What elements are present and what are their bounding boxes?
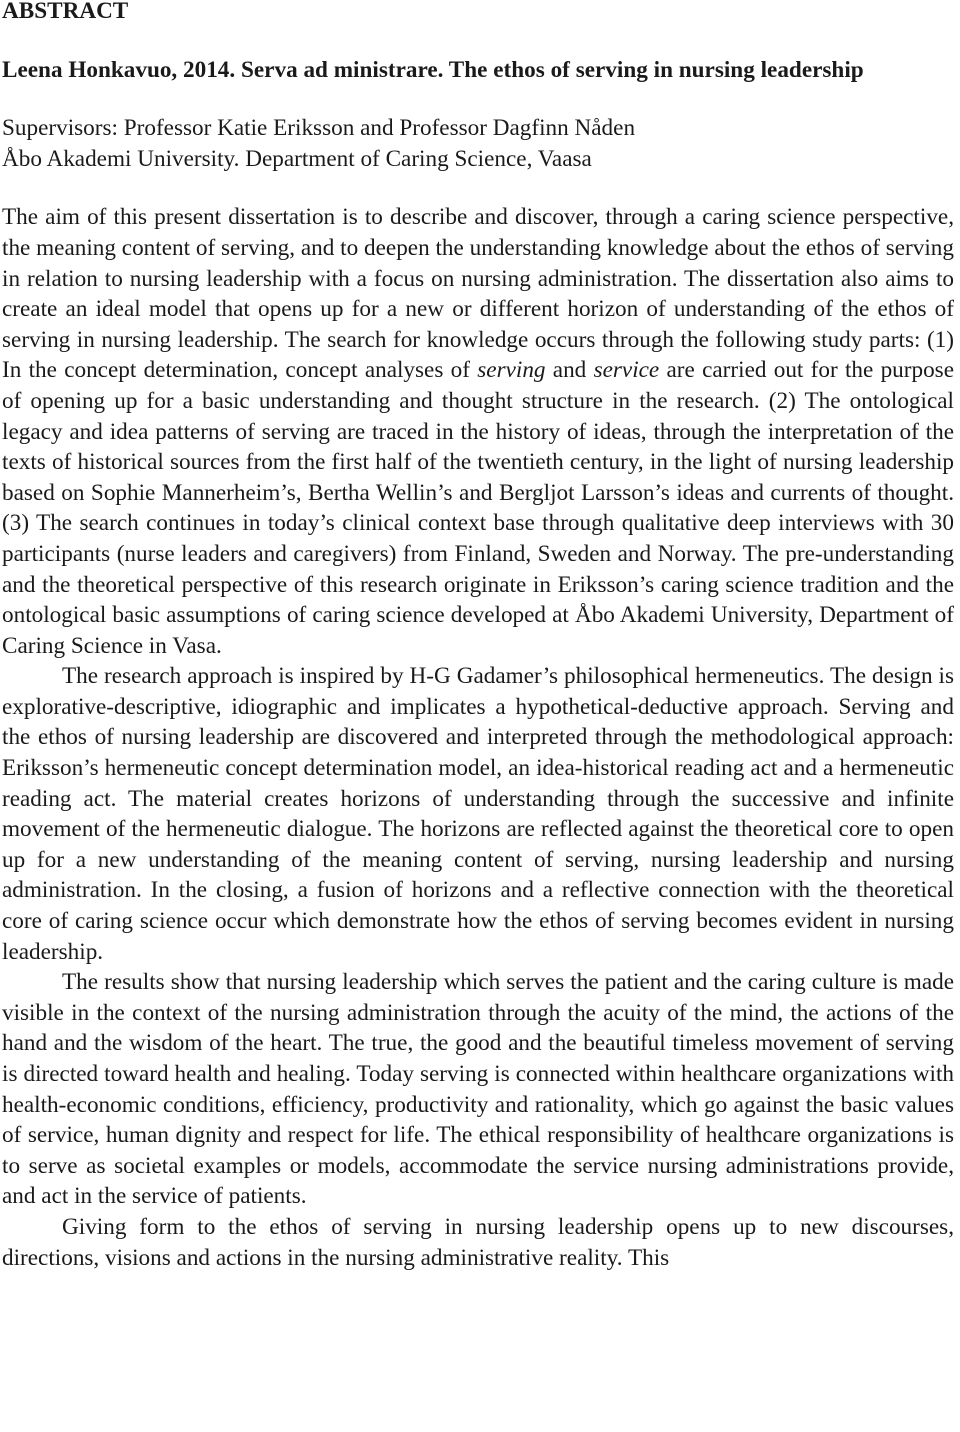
thesis-title: Leena Honkavuo, 2014. Serva ad ministrare. The ethos of serving in nursing leadership <box>2 56 864 83</box>
paragraph-1-text-b: and <box>545 357 594 384</box>
emphasis-serving: serving <box>477 357 546 384</box>
affiliation-line: Åbo Akademi University. Department of Caring Science, Vaasa <box>2 145 592 172</box>
supervisors-line: Supervisors: Professor Katie Eriksson and Professor Dagfinn Nåden <box>2 115 636 142</box>
abstract-paragraph-1 <box>2 202 954 661</box>
abstract-heading: ABSTRACT <box>2 0 129 24</box>
paragraph-1-text-a: The aim of this present dissertation is to describe and discover, through a caring science perspective, the meaning content of serving, and to deepen the understanding knowledge about the ethos of serving in relation to nursing leadership with a focus on nursing administration. The dissertation also aims to create an ideal model that opens up for a new or different horizon of understanding of the ethos of serving in nursing leadership. The search for knowledge occurs through the following study parts: (1) In the concept determination, concept analyses of <box>2 204 954 384</box>
abstract-paragraph-3: The results show that nursing leadership which serves the patient and the caring culture is made visible in the context of the nursing administration through the acuity of the mind, the actions of the hand and the wisdom of the heart. The true, the good and the beautiful timeless movement of serving is directed toward health and healing. Today serving is connected within healthcare organizations with health-economic conditions, efficiency, productivity and rationality, which go against the basic values of service, human dignity and respect for life. The ethical responsibility of healthcare organizations is to serve as societal examples or models, accommodate the service nursing administrations provide, and act in the service of patients. <box>2 969 954 1210</box>
emphasis-service: service <box>593 357 660 384</box>
abstract-paragraph-2: The research approach is inspired by H-G Gadamer’s philosophical hermeneutics. The design is explorative-descriptive, idiographic and implicates a hypothetical-deductive approach. Serving and the ethos of nursing leadership are discovered and interpreted through the methodological approach: Eriksson’s hermeneutic concept determination model, an idea-historical reading act and a hermeneutic reading act. The material creates horizons of understanding through the successive and infinite movement of the hermeneutic dialogue. The horizons are reflected against the theoretical core to open up for a new understanding of the meaning content of serving, nursing leadership and nursing administration. In the closing, a fusion of horizons and a reflective connection with the theoretical core of caring science occur which demonstrate how the ethos of serving becomes evident in nursing leadership. <box>2 663 954 965</box>
abstract-body <box>2 202 954 1273</box>
thesis-metadata <box>2 113 954 174</box>
paragraph-1-text-c: are carried out for the purpose of opening up for a basic understanding and thought structure in the research. (2) The ontological legacy and idea patterns of serving are traced in the history of ideas, through the interpretation of the texts of historical sources from the first half of the twentieth century, in the light of nursing leadership based on Sophie Mannerheim’s, Bertha Wellin’s and Bergljot Larsson’s ideas and currents of thought. (3) The search continues in today’s clinical context base through qualitative deep interviews with 30 participants (nurse leaders and caregivers) from Finland, Sweden and Norway. The pre-understanding and the theoretical perspective of this research originate in Eriksson’s caring science tradition and the ontological basic assumptions of caring science developed at Åbo Akademi University, Department of Caring Science in Vasa. <box>2 357 954 659</box>
abstract-paragraph-4: Giving form to the ethos of serving in nursing leadership opens up to new discourses, directions, visions and actions in the nursing administrative reality. This <box>2 1213 954 1271</box>
